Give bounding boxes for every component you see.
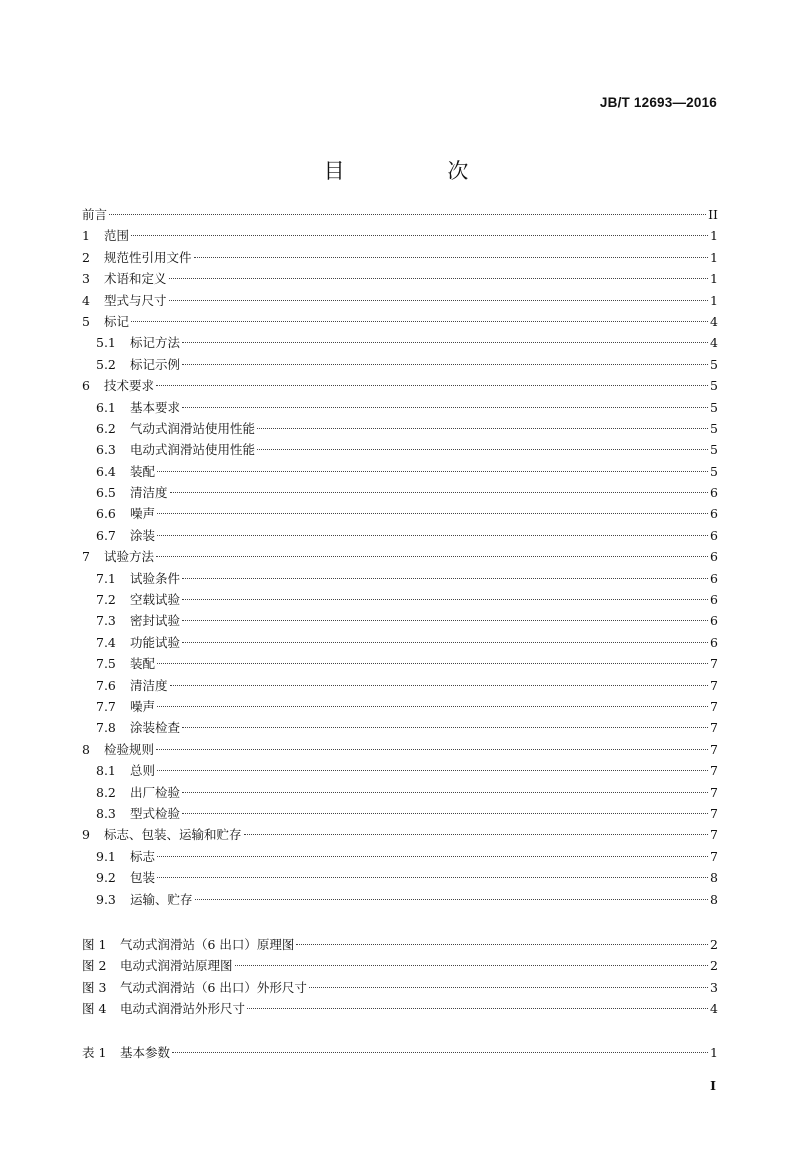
entry-page: 8 (710, 870, 718, 886)
toc-entry[interactable] (82, 290, 718, 311)
toc-entry[interactable] (82, 461, 718, 482)
entry-page: 1 (710, 228, 718, 244)
entry-number: 7.6 (96, 677, 116, 693)
entry-label: 噪声 (130, 698, 156, 714)
entry-number: 8.2 (96, 784, 116, 800)
entry-page: 4 (710, 335, 718, 351)
entry-number: 4 (82, 292, 90, 308)
entry-number: 7.4 (96, 634, 116, 650)
dot-leader (131, 235, 708, 236)
dot-leader (157, 856, 708, 857)
dot-leader (157, 535, 708, 536)
entry-label: 装配 (130, 656, 156, 672)
entry-page: 4 (710, 313, 718, 329)
page-title: 目 次 (323, 159, 517, 183)
entry-label: 基本参数 (120, 1045, 171, 1060)
dot-leader (182, 620, 708, 621)
toc-entry[interactable] (82, 546, 718, 567)
dot-leader (257, 449, 708, 450)
dot-leader (194, 257, 708, 258)
entry-label: 电动式润滑站原理图 (120, 958, 233, 974)
entry-number: 6 (82, 378, 90, 394)
entry-page: 5 (710, 463, 718, 479)
entry-label: 包装 (130, 870, 156, 886)
dot-leader (156, 385, 708, 386)
entry-number: 图 4 (82, 1001, 107, 1017)
entry-label: 前言 (82, 207, 108, 222)
entry-page: 6 (710, 613, 718, 629)
entry-page: 1 (710, 271, 718, 287)
toc-entry[interactable] (82, 846, 718, 867)
entry-number: 7 (82, 549, 90, 565)
entry-number: 9 (82, 827, 90, 843)
entry-label: 气动式润滑站（6 出口）原理图 (120, 937, 295, 952)
toc-entry[interactable] (82, 696, 718, 717)
page-number: I (710, 1078, 716, 1093)
entry-label: 涂装 (130, 527, 156, 543)
toc-entry[interactable] (82, 653, 718, 674)
entry-page: 6 (710, 485, 718, 501)
entry-label: 试验条件 (130, 570, 181, 586)
entry-number: 8.3 (96, 805, 116, 821)
entry-number: 7.8 (96, 720, 116, 736)
entry-number: 9.1 (96, 848, 116, 864)
toc-entry[interactable] (82, 782, 718, 803)
entry-label: 范围 (104, 228, 130, 244)
entry-label: 电动式润滑站使用性能 (130, 442, 256, 458)
dot-leader (244, 834, 708, 835)
entry-number: 6.4 (96, 463, 116, 479)
dot-leader (182, 342, 708, 343)
entry-number: 7.3 (96, 613, 116, 629)
toc-entry[interactable] (82, 1042, 718, 1063)
entry-number: 图 1 (82, 937, 107, 952)
toc-entry[interactable] (82, 998, 718, 1019)
entry-page: 6 (710, 592, 718, 608)
toc-entry[interactable] (82, 889, 718, 910)
toc-entry[interactable] (82, 268, 718, 289)
entry-number: 图 2 (82, 958, 107, 974)
entry-page: 2 (710, 958, 718, 974)
dot-leader (157, 513, 708, 514)
dot-leader (296, 944, 708, 945)
entry-label: 电动式润滑站外形尺寸 (120, 1001, 246, 1017)
entry-page: 7 (710, 805, 718, 821)
entry-label: 总则 (130, 763, 156, 779)
toc-entry[interactable] (82, 525, 718, 546)
dot-leader (195, 899, 708, 900)
entry-page: 1 (710, 249, 718, 265)
entry-number: 6.5 (96, 485, 116, 501)
dot-leader (156, 556, 708, 557)
dot-leader (109, 214, 706, 215)
entry-page: 7 (710, 698, 718, 714)
entry-label: 技术要求 (104, 378, 155, 394)
entry-page: 7 (710, 763, 718, 779)
entry-page: 6 (710, 506, 718, 522)
entry-page: 7 (710, 720, 718, 736)
entry-number: 9.3 (96, 891, 116, 907)
entry-number: 5.2 (96, 356, 116, 372)
toc-entry[interactable] (82, 867, 718, 888)
entry-number: 7.1 (96, 570, 116, 586)
entry-page: 5 (710, 399, 718, 415)
dot-leader (309, 987, 708, 988)
toc-entry[interactable] (82, 354, 718, 375)
entry-label: 出厂检验 (130, 784, 181, 800)
entry-number: 5.1 (96, 335, 116, 351)
standard-code: JB/T 12693—2016 (599, 95, 717, 110)
entry-number: 6.7 (96, 527, 116, 543)
entry-label: 标志 (130, 848, 156, 864)
dot-leader (182, 599, 708, 600)
entry-number: 3 (82, 271, 90, 287)
dot-leader (182, 407, 708, 408)
toc-entry[interactable] (82, 482, 718, 503)
toc-entry[interactable] (82, 955, 718, 976)
entry-label: 涂装检查 (130, 720, 181, 736)
entry-label: 空载试验 (130, 592, 181, 608)
entry-page: 6 (710, 527, 718, 543)
dot-leader (182, 813, 708, 814)
toc-entry[interactable] (82, 803, 718, 824)
dot-leader (157, 770, 708, 771)
dot-leader (131, 321, 708, 322)
dot-leader (156, 749, 708, 750)
toc-entry[interactable] (82, 375, 718, 396)
toc-entry[interactable] (82, 397, 718, 418)
toc-entry[interactable] (82, 760, 718, 781)
toc-entry[interactable] (82, 332, 718, 353)
toc-entry[interactable] (82, 439, 718, 460)
toc-entry[interactable] (82, 568, 718, 589)
entry-number: 7.5 (96, 656, 116, 672)
dot-leader (182, 642, 708, 643)
entry-label: 标记示例 (130, 356, 181, 372)
dot-leader (169, 278, 708, 279)
entry-number: 6.6 (96, 506, 116, 522)
toc-entry[interactable] (82, 311, 718, 332)
entry-page: 7 (710, 741, 718, 757)
entry-label: 基本要求 (130, 399, 181, 415)
entry-page: 6 (710, 549, 718, 565)
entry-number: 6.1 (96, 399, 116, 415)
entry-number: 5 (82, 313, 90, 329)
dot-leader (170, 492, 708, 493)
dot-leader (170, 685, 708, 686)
dot-leader (157, 663, 708, 664)
entry-number: 7.7 (96, 698, 116, 714)
entry-number: 6.3 (96, 442, 116, 458)
entry-page: 4 (710, 1001, 718, 1017)
entry-label: 运输、贮存 (130, 891, 193, 907)
entry-page: II (708, 207, 718, 222)
entry-number: 9.2 (96, 870, 116, 886)
toc-entry[interactable] (82, 934, 718, 955)
toc-entry[interactable] (82, 225, 718, 246)
entry-label: 标记方法 (130, 335, 181, 351)
dot-leader (182, 578, 708, 579)
table-list (82, 1042, 718, 1063)
entry-page: 1 (710, 292, 718, 308)
dot-leader (157, 877, 708, 878)
entry-label: 装配 (130, 463, 156, 479)
toc-entry[interactable] (82, 503, 718, 524)
entry-page: 6 (710, 634, 718, 650)
toc-entry[interactable] (82, 977, 718, 998)
entry-page: 3 (710, 979, 718, 995)
toc-entry[interactable] (82, 589, 718, 610)
entry-number: 6.2 (96, 420, 116, 436)
dot-leader (257, 428, 708, 429)
toc-entry[interactable] (82, 204, 718, 225)
toc-entry[interactable] (82, 418, 718, 439)
dot-leader (247, 1008, 708, 1009)
entry-label: 噪声 (130, 506, 156, 522)
entry-label: 试验方法 (104, 549, 155, 565)
toc-entry[interactable] (82, 717, 718, 738)
entry-page: 2 (710, 937, 718, 952)
toc-entry[interactable] (82, 739, 718, 760)
entry-number: 表 1 (82, 1045, 107, 1060)
entry-label: 术语和定义 (104, 271, 167, 287)
entry-page: 7 (710, 656, 718, 672)
toc-entry[interactable] (82, 610, 718, 631)
entry-number: 2 (82, 249, 90, 265)
dot-leader (157, 706, 708, 707)
toc-entry[interactable] (82, 824, 718, 845)
entry-page: 6 (710, 570, 718, 586)
dot-leader (182, 792, 708, 793)
entry-label: 标记 (104, 313, 130, 329)
entry-page: 7 (710, 827, 718, 843)
entry-page: 7 (710, 848, 718, 864)
entry-page: 7 (710, 677, 718, 693)
entry-number: 8 (82, 741, 90, 757)
toc-entry[interactable] (82, 675, 718, 696)
entry-page: 5 (710, 420, 718, 436)
entry-page: 1 (710, 1045, 718, 1060)
entry-label: 清洁度 (130, 677, 168, 693)
entry-number: 图 3 (82, 979, 107, 995)
entry-number: 8.1 (96, 763, 116, 779)
figure-list (82, 934, 718, 1020)
entry-number: 1 (82, 228, 90, 244)
dot-leader (172, 1052, 708, 1053)
entry-number: 7.2 (96, 592, 116, 608)
entry-label: 型式与尺寸 (104, 292, 167, 308)
entry-page: 7 (710, 784, 718, 800)
table-of-contents (82, 204, 718, 910)
entry-label: 功能试验 (130, 634, 181, 650)
dot-leader (157, 471, 708, 472)
entry-label: 标志、包装、运输和贮存 (104, 827, 242, 843)
dot-leader (182, 364, 708, 365)
entry-label: 清洁度 (130, 485, 168, 501)
entry-label: 气动式润滑站（6 出口）外形尺寸 (120, 979, 307, 995)
toc-entry[interactable] (82, 247, 718, 268)
entry-label: 规范性引用文件 (104, 249, 192, 265)
dot-leader (182, 727, 708, 728)
entry-page: 5 (710, 378, 718, 394)
dot-leader (235, 965, 708, 966)
entry-page: 8 (710, 891, 718, 907)
dot-leader (169, 300, 708, 301)
entry-label: 气动式润滑站使用性能 (130, 420, 256, 436)
entry-label: 密封试验 (130, 613, 181, 629)
toc-entry[interactable] (82, 632, 718, 653)
entry-label: 型式检验 (130, 805, 181, 821)
entry-page: 5 (710, 356, 718, 372)
entry-label: 检验规则 (104, 741, 155, 757)
entry-page: 5 (710, 442, 718, 458)
